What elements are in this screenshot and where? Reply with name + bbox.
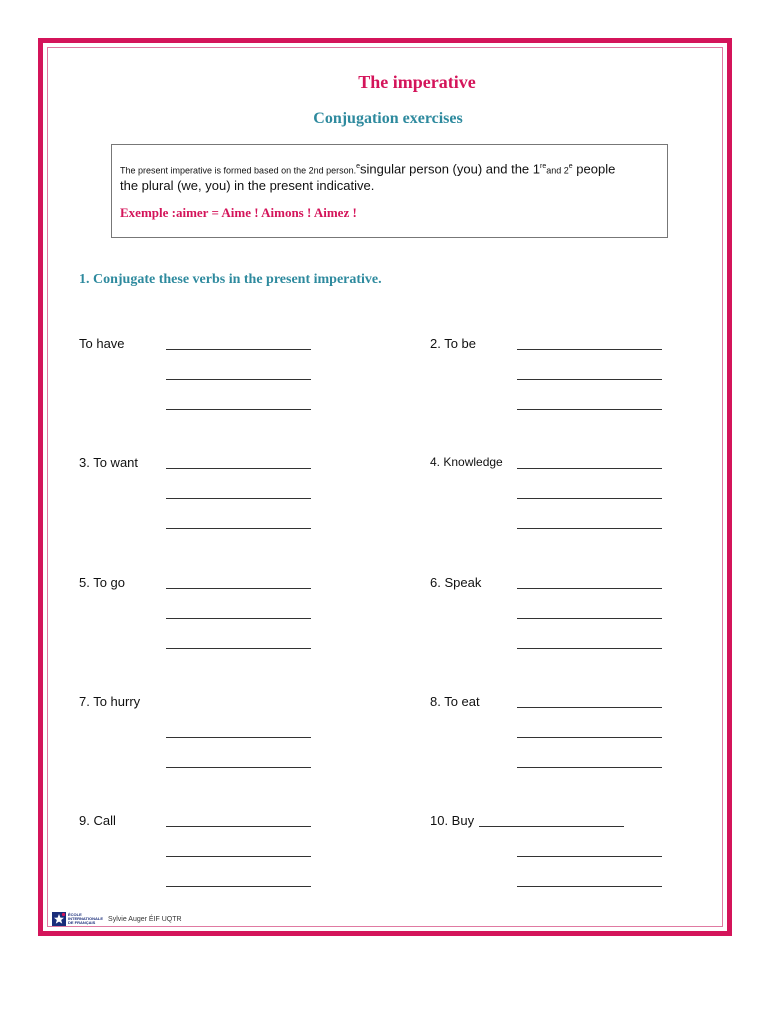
answer-blank[interactable] <box>517 379 662 380</box>
rule-box <box>111 144 668 238</box>
logo-line-1: ÉCOLE <box>68 912 82 917</box>
rule-sup-3: e <box>568 163 573 170</box>
answer-blank[interactable] <box>517 528 662 529</box>
star-logo-icon <box>52 912 66 926</box>
rule-line-1 <box>120 159 659 178</box>
verb-label: 9. Call <box>79 813 116 828</box>
rule-end: people <box>572 161 616 177</box>
verb-label: 10. Buy <box>430 813 475 828</box>
answer-blank[interactable] <box>517 707 662 708</box>
answer-blank[interactable] <box>166 618 311 619</box>
footer <box>52 912 182 926</box>
school-logo <box>52 912 103 926</box>
answer-blank[interactable] <box>517 856 662 857</box>
verb-label: To have <box>79 336 125 351</box>
rule-line-2: the plural (we, you) in the present indicative. <box>120 178 375 194</box>
answer-blank[interactable] <box>517 648 662 649</box>
answer-blank[interactable] <box>166 826 311 827</box>
answer-blank[interactable] <box>479 826 624 827</box>
answer-blank[interactable] <box>517 886 662 887</box>
answer-blank[interactable] <box>166 468 311 469</box>
answer-blank[interactable] <box>166 856 311 857</box>
answer-blank[interactable] <box>517 767 662 768</box>
answer-blank[interactable] <box>166 528 311 529</box>
answer-blank[interactable] <box>517 409 662 410</box>
answer-blank[interactable] <box>166 737 311 738</box>
verb-label: 6. Speak <box>430 575 482 590</box>
verb-label: 5. To go <box>79 575 126 590</box>
answer-blank[interactable] <box>517 468 662 469</box>
rule-sup-2: re <box>540 163 547 170</box>
answer-blank[interactable] <box>517 618 662 619</box>
answer-blank[interactable] <box>166 409 311 410</box>
rule-and: and 2 <box>546 165 569 176</box>
logo-line-3: DE FRANÇAIS <box>68 920 96 925</box>
logo-line-2: INTERNATIONALE <box>68 916 104 921</box>
verb-label: 2. To be <box>430 336 477 351</box>
answer-blank[interactable] <box>166 498 311 499</box>
answer-blank[interactable] <box>517 349 662 350</box>
page-title: The imperative <box>358 72 476 92</box>
exercise-instruction: 1. Conjugate these verbs in the present imperative. <box>79 272 382 287</box>
example-line: Exemple :aimer = Aime ! Aimons ! Aimez ! <box>120 205 357 221</box>
rule-intro: The present imperative is formed based on the 2nd person. <box>120 165 357 176</box>
verb-label: 4. Knowledge <box>430 455 503 469</box>
verb-label: 7. To hurry <box>79 694 141 709</box>
answer-blank[interactable] <box>166 379 311 380</box>
answer-blank[interactable] <box>166 767 311 768</box>
page-subtitle: Conjugation exercises <box>313 110 463 127</box>
answer-blank[interactable] <box>166 588 311 589</box>
answer-blank[interactable] <box>166 648 311 649</box>
rule-sup-1: e <box>356 163 361 170</box>
footer-author: Sylvie Auger ÉIF UQTR <box>108 915 182 923</box>
answer-blank[interactable] <box>517 737 662 738</box>
answer-blank[interactable] <box>166 349 311 350</box>
answer-blank[interactable] <box>166 886 311 887</box>
logo-text <box>68 913 103 925</box>
answer-blank[interactable] <box>517 588 662 589</box>
verb-label: 8. To eat <box>430 694 480 709</box>
verb-label: 3. To want <box>79 455 139 470</box>
answer-blank[interactable] <box>517 498 662 499</box>
rule-text: singular person (you) and the 1 <box>360 161 540 177</box>
